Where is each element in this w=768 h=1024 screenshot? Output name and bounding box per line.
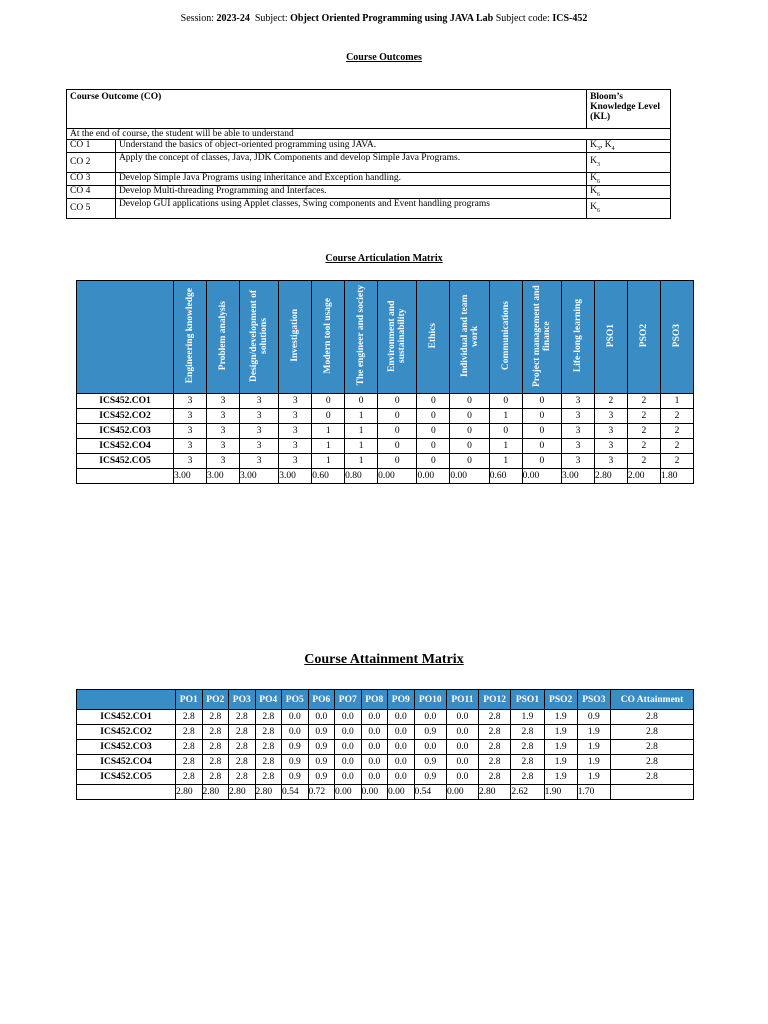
table-cell: 0 bbox=[312, 409, 345, 424]
table-cell: 2.8 bbox=[478, 770, 511, 785]
table-cell: 0.9 bbox=[282, 740, 309, 755]
table-cell: 3 bbox=[561, 454, 594, 469]
table-row bbox=[77, 424, 694, 439]
table-cell: 2.8 bbox=[478, 710, 511, 725]
average-cell: 3.00 bbox=[239, 469, 278, 484]
average-cell: 0.00 bbox=[522, 469, 561, 484]
table-cell: 3 bbox=[279, 439, 312, 454]
table-cell: 3 bbox=[174, 409, 207, 424]
co-description: Develop GUI applications using Applet classes, Swing components and Event handling programs bbox=[115, 198, 586, 218]
table-row bbox=[77, 439, 694, 454]
co-description: Develop Multi-threading Programming and Interfaces. bbox=[115, 185, 586, 198]
average-cell: 3.00 bbox=[279, 469, 312, 484]
column-header: PSO3 bbox=[577, 690, 610, 710]
column-header: PO10 bbox=[414, 690, 447, 710]
table-cell: 0 bbox=[450, 424, 489, 439]
average-cell: 2.80 bbox=[255, 785, 282, 800]
table-cell: 0 bbox=[417, 454, 450, 469]
co-column-header: Course Outcome (CO) bbox=[67, 90, 587, 129]
table-cell: 0 bbox=[417, 424, 450, 439]
table-cell: 1 bbox=[489, 439, 522, 454]
average-cell: 0.80 bbox=[345, 469, 378, 484]
corner-cell bbox=[77, 281, 174, 394]
average-cell: 0.54 bbox=[414, 785, 447, 800]
average-cell: 0.00 bbox=[450, 469, 489, 484]
table-cell: 0.0 bbox=[388, 740, 415, 755]
average-cell: 0.60 bbox=[489, 469, 522, 484]
co-id: CO 4 bbox=[67, 185, 116, 198]
co-id: CO 1 bbox=[67, 140, 116, 153]
average-row bbox=[77, 469, 694, 484]
table-cell: 0 bbox=[312, 394, 345, 409]
table-cell: 0.0 bbox=[388, 710, 415, 725]
table-row bbox=[77, 710, 694, 725]
table-cell: 1 bbox=[312, 454, 345, 469]
table-row bbox=[77, 454, 694, 469]
column-header: PO6 bbox=[308, 690, 335, 710]
row-label: ICS452.CO1 bbox=[77, 394, 174, 409]
table-cell: 2 bbox=[627, 424, 660, 439]
column-header: PSO1 bbox=[511, 690, 544, 710]
column-header: PO3 bbox=[229, 690, 256, 710]
average-cell: 2.80 bbox=[229, 785, 256, 800]
table-cell: 2.8 bbox=[255, 740, 282, 755]
table-cell: 0.0 bbox=[361, 740, 388, 755]
average-cell: 3.00 bbox=[206, 469, 239, 484]
table-cell: 0 bbox=[378, 394, 417, 409]
table-cell: 0.0 bbox=[388, 770, 415, 785]
average-cell: 0.54 bbox=[282, 785, 309, 800]
column-header bbox=[378, 281, 417, 394]
co-id: CO 3 bbox=[67, 172, 116, 185]
column-header: PO4 bbox=[255, 690, 282, 710]
header-row bbox=[77, 690, 694, 710]
column-header bbox=[489, 281, 522, 394]
table-cell: 0.0 bbox=[414, 710, 447, 725]
table-cell: 0.0 bbox=[388, 755, 415, 770]
table-cell: 3 bbox=[174, 439, 207, 454]
course-outcomes-table bbox=[66, 89, 671, 219]
table-cell: 2.8 bbox=[229, 725, 256, 740]
table-cell: 2.8 bbox=[478, 740, 511, 755]
table-cell: 0.0 bbox=[282, 710, 309, 725]
table-row bbox=[77, 740, 694, 755]
co-kl: $K_3$ bbox=[587, 152, 671, 172]
column-header bbox=[345, 281, 378, 394]
table-cell: 3 bbox=[174, 424, 207, 439]
table-cell: 2.8 bbox=[202, 725, 229, 740]
column-header-label: Life-long learning bbox=[572, 298, 583, 373]
column-header: PO8 bbox=[361, 690, 388, 710]
column-header-label: Communications bbox=[500, 300, 511, 371]
table-cell: 0 bbox=[522, 409, 561, 424]
row-label: ICS452.CO2 bbox=[77, 725, 176, 740]
table-cell: 1 bbox=[312, 439, 345, 454]
document-header bbox=[0, 13, 768, 24]
table-cell: 3 bbox=[239, 424, 278, 439]
table-cell: 2.8 bbox=[255, 770, 282, 785]
column-header: PO1 bbox=[176, 690, 203, 710]
average-label-cell bbox=[77, 785, 176, 800]
table-cell: 2 bbox=[627, 439, 660, 454]
table-cell: 0.0 bbox=[361, 725, 388, 740]
table-cell: 2 bbox=[660, 409, 693, 424]
table-row bbox=[77, 755, 694, 770]
articulation-matrix-title: Course Articulation Matrix bbox=[325, 253, 443, 264]
column-header-label: PSO3 bbox=[671, 323, 682, 348]
table-cell: 2.8 bbox=[202, 770, 229, 785]
co-description: Understand the basics of object-oriented programming using JAVA. bbox=[115, 140, 586, 153]
header-row bbox=[77, 281, 694, 394]
table-cell: 2 bbox=[627, 394, 660, 409]
table-cell: 0 bbox=[489, 394, 522, 409]
table-cell: 0.9 bbox=[308, 725, 335, 740]
table-cell: 0.9 bbox=[414, 770, 447, 785]
table-cell: 0 bbox=[378, 424, 417, 439]
session-label: Session: bbox=[180, 13, 214, 24]
column-header-label: Engineering knowledge bbox=[184, 287, 195, 384]
table-cell: 0 bbox=[417, 394, 450, 409]
kl-column-header: Bloom’s Knowledge Level (KL) bbox=[587, 90, 671, 129]
table-cell: 0 bbox=[450, 439, 489, 454]
average-cell: 3.00 bbox=[561, 469, 594, 484]
table-cell: 2.8 bbox=[511, 770, 544, 785]
table-cell: 1.9 bbox=[544, 740, 577, 755]
column-header: PO9 bbox=[388, 690, 415, 710]
course-outcomes-title: Course Outcomes bbox=[346, 52, 422, 63]
table-cell: 3 bbox=[279, 394, 312, 409]
table-cell: 2.8 bbox=[255, 755, 282, 770]
table-cell: 0.0 bbox=[335, 710, 362, 725]
column-header-label: Modern tool usage bbox=[323, 297, 334, 374]
table-cell: 0 bbox=[450, 394, 489, 409]
table-cell: 3 bbox=[561, 394, 594, 409]
average-cell: 0.00 bbox=[378, 469, 417, 484]
row-label: ICS452.CO5 bbox=[77, 454, 174, 469]
co-id: CO 2 bbox=[67, 152, 116, 172]
table-cell: 0 bbox=[522, 439, 561, 454]
table-cell: 1.9 bbox=[544, 755, 577, 770]
table-cell: 0.0 bbox=[447, 725, 479, 740]
table-cell: 3 bbox=[279, 409, 312, 424]
table-cell: 3 bbox=[594, 454, 627, 469]
table-cell: 0 bbox=[378, 409, 417, 424]
table-cell: 0.0 bbox=[447, 740, 479, 755]
table-cell: 1 bbox=[345, 439, 378, 454]
table-cell: 0.0 bbox=[335, 725, 362, 740]
table-cell: 0 bbox=[489, 424, 522, 439]
table-cell: 2.8 bbox=[176, 710, 203, 725]
table-cell: 2.8 bbox=[511, 725, 544, 740]
table-cell: 3 bbox=[206, 439, 239, 454]
average-cell: 0.00 bbox=[335, 785, 362, 800]
table-cell: 0.0 bbox=[361, 755, 388, 770]
column-header: PO11 bbox=[447, 690, 479, 710]
column-header: PO2 bbox=[202, 690, 229, 710]
average-cell bbox=[610, 785, 693, 800]
table-cell: 0.0 bbox=[447, 710, 479, 725]
table-cell: 0.0 bbox=[335, 770, 362, 785]
table-cell: 0.0 bbox=[335, 755, 362, 770]
table-cell: 0 bbox=[417, 409, 450, 424]
co-kl: $K_6$ bbox=[587, 172, 671, 185]
table-cell: 0 bbox=[378, 439, 417, 454]
table-cell: 2 bbox=[627, 409, 660, 424]
table-row bbox=[77, 394, 694, 409]
table-row bbox=[77, 725, 694, 740]
column-header-label: PSO2 bbox=[638, 323, 649, 348]
row-label: ICS452.CO4 bbox=[77, 755, 176, 770]
table-row bbox=[77, 770, 694, 785]
table-cell: 1.9 bbox=[577, 755, 610, 770]
table-cell: 0.0 bbox=[447, 755, 479, 770]
column-header-label: Environment and sustainability bbox=[387, 299, 408, 372]
average-cell: 2.80 bbox=[478, 785, 511, 800]
table-cell: 3 bbox=[174, 454, 207, 469]
table-cell: 0 bbox=[450, 454, 489, 469]
table-cell: 2.8 bbox=[610, 725, 693, 740]
table-row bbox=[77, 409, 694, 424]
table-cell: 0 bbox=[417, 439, 450, 454]
table-cell: 0.0 bbox=[335, 740, 362, 755]
average-cell: 1.70 bbox=[577, 785, 610, 800]
column-header bbox=[239, 281, 278, 394]
row-label: ICS452.CO3 bbox=[77, 424, 174, 439]
table-cell: 1.9 bbox=[577, 725, 610, 740]
table-cell: 0.0 bbox=[414, 740, 447, 755]
table-cell: 1.9 bbox=[511, 710, 544, 725]
table-cell: 3 bbox=[561, 424, 594, 439]
co-description: Develop Simple Java Programs using inheritance and Exception handling. bbox=[115, 172, 586, 185]
table-cell: 0.9 bbox=[308, 740, 335, 755]
table-cell: 0.9 bbox=[414, 725, 447, 740]
table-cell: 1.9 bbox=[544, 770, 577, 785]
column-header-label: Design/development of solutions bbox=[249, 289, 270, 382]
co-id: CO 5 bbox=[67, 198, 116, 218]
table-cell: 0.0 bbox=[282, 725, 309, 740]
table-cell: 2 bbox=[660, 439, 693, 454]
table-cell: 2.8 bbox=[176, 725, 203, 740]
table-cell: 3 bbox=[561, 439, 594, 454]
table-cell: 2.8 bbox=[229, 770, 256, 785]
column-header bbox=[417, 281, 450, 394]
table-cell: 1 bbox=[489, 454, 522, 469]
average-cell: 2.00 bbox=[627, 469, 660, 484]
table-cell: 3 bbox=[594, 409, 627, 424]
average-cell: 0.00 bbox=[447, 785, 479, 800]
table-cell: 2.8 bbox=[202, 740, 229, 755]
articulation-matrix-table bbox=[76, 280, 694, 484]
column-header: PSO2 bbox=[544, 690, 577, 710]
table-cell: 0.9 bbox=[577, 710, 610, 725]
table-cell: 3 bbox=[206, 454, 239, 469]
row-label: ICS452.CO3 bbox=[77, 740, 176, 755]
table-cell: 3 bbox=[239, 439, 278, 454]
average-cell: 2.80 bbox=[594, 469, 627, 484]
row-label: ICS452.CO5 bbox=[77, 770, 176, 785]
attainment-matrix-title: Course Attainment Matrix bbox=[304, 652, 464, 667]
table-cell: 3 bbox=[239, 394, 278, 409]
table-cell: 0 bbox=[450, 409, 489, 424]
table-cell: 0.9 bbox=[414, 755, 447, 770]
table-cell: 3 bbox=[206, 394, 239, 409]
average-cell: 1.90 bbox=[544, 785, 577, 800]
table-cell: 0.9 bbox=[308, 755, 335, 770]
average-cell: 2.80 bbox=[202, 785, 229, 800]
average-cell: 1.80 bbox=[660, 469, 693, 484]
column-header: PO7 bbox=[335, 690, 362, 710]
column-header-label: Problem analysis bbox=[217, 300, 228, 371]
table-cell: 2.8 bbox=[176, 755, 203, 770]
column-header bbox=[522, 281, 561, 394]
table-cell: 1 bbox=[345, 454, 378, 469]
table-cell: 3 bbox=[279, 454, 312, 469]
table-cell: 2.8 bbox=[478, 755, 511, 770]
table-cell: 2.8 bbox=[229, 740, 256, 755]
table-cell: 2.8 bbox=[478, 725, 511, 740]
column-header-label: Individual and team work bbox=[459, 294, 480, 377]
column-header bbox=[206, 281, 239, 394]
table-cell: 0.9 bbox=[282, 770, 309, 785]
row-label: ICS452.CO4 bbox=[77, 439, 174, 454]
row-label: ICS452.CO1 bbox=[77, 710, 176, 725]
column-header: PO5 bbox=[282, 690, 309, 710]
table-cell: 1.9 bbox=[577, 740, 610, 755]
table-cell: 2.8 bbox=[229, 755, 256, 770]
table-cell: 1 bbox=[489, 409, 522, 424]
average-cell: 3.00 bbox=[174, 469, 207, 484]
average-cell: 0.60 bbox=[312, 469, 345, 484]
table-cell: 2 bbox=[594, 394, 627, 409]
average-cell: 0.00 bbox=[361, 785, 388, 800]
table-cell: 2.8 bbox=[176, 770, 203, 785]
table-cell: 2.8 bbox=[255, 710, 282, 725]
co-kl: $K_6$ bbox=[587, 198, 671, 218]
column-header: PO12 bbox=[478, 690, 511, 710]
table-cell: 0 bbox=[522, 394, 561, 409]
table-cell: 0.9 bbox=[282, 755, 309, 770]
co-intro: At the end of course, the student will be able to understand bbox=[67, 129, 671, 140]
table-cell: 2.8 bbox=[229, 710, 256, 725]
table-cell: 0 bbox=[378, 454, 417, 469]
table-cell: 0.9 bbox=[308, 770, 335, 785]
table-cell: 3 bbox=[206, 424, 239, 439]
column-header-label: Ethics bbox=[428, 322, 439, 349]
column-header-label: Project management and finance bbox=[531, 284, 552, 387]
table-cell: 2.8 bbox=[202, 755, 229, 770]
table-cell: 3 bbox=[174, 394, 207, 409]
table-cell: 0.0 bbox=[361, 710, 388, 725]
code-value: ICS-452 bbox=[552, 13, 588, 24]
table-cell: 3 bbox=[239, 409, 278, 424]
average-cell: 0.72 bbox=[308, 785, 335, 800]
column-header-label: Investigation bbox=[290, 309, 301, 362]
column-header bbox=[561, 281, 594, 394]
column-header bbox=[174, 281, 207, 394]
average-cell: 2.62 bbox=[511, 785, 544, 800]
table-cell: 1 bbox=[312, 424, 345, 439]
attainment-matrix-table bbox=[76, 689, 694, 800]
co-description: Apply the concept of classes, Java, JDK Components and develop Simple Java Programs. bbox=[115, 152, 586, 172]
table-cell: 2.8 bbox=[511, 740, 544, 755]
table-cell: 2.8 bbox=[610, 770, 693, 785]
table-cell: 2.8 bbox=[202, 710, 229, 725]
table-cell: 2.8 bbox=[610, 755, 693, 770]
column-header bbox=[279, 281, 312, 394]
table-cell: 3 bbox=[594, 424, 627, 439]
subject-value: Object Oriented Programming using JAVA Lab bbox=[290, 13, 494, 24]
table-cell: 1 bbox=[345, 409, 378, 424]
average-cell: 2.80 bbox=[176, 785, 203, 800]
table-cell: 1 bbox=[345, 424, 378, 439]
table-cell: 2 bbox=[627, 454, 660, 469]
table-cell: 3 bbox=[279, 424, 312, 439]
column-header bbox=[450, 281, 489, 394]
row-label: ICS452.CO2 bbox=[77, 409, 174, 424]
column-header bbox=[312, 281, 345, 394]
table-cell: 1.9 bbox=[544, 725, 577, 740]
column-header-label: PSO1 bbox=[605, 323, 616, 348]
average-cell: 0.00 bbox=[388, 785, 415, 800]
table-cell: 3 bbox=[206, 409, 239, 424]
table-cell: 0 bbox=[522, 454, 561, 469]
table-cell: 2 bbox=[660, 424, 693, 439]
average-cell: 0.00 bbox=[417, 469, 450, 484]
corner-cell bbox=[77, 690, 176, 710]
table-cell: 0.0 bbox=[388, 725, 415, 740]
table-cell: 3 bbox=[239, 454, 278, 469]
table-cell: 3 bbox=[594, 439, 627, 454]
table-cell: 1.9 bbox=[544, 710, 577, 725]
table-cell: 2.8 bbox=[610, 710, 693, 725]
session-value: 2023-24 bbox=[216, 13, 250, 24]
column-header bbox=[594, 281, 627, 394]
table-cell: 0.0 bbox=[361, 770, 388, 785]
column-header bbox=[660, 281, 693, 394]
co-kl: $K_6$ bbox=[587, 185, 671, 198]
table-cell: 0.0 bbox=[308, 710, 335, 725]
column-header: CO Attainment bbox=[610, 690, 693, 710]
table-cell: 2 bbox=[660, 454, 693, 469]
average-label-cell bbox=[77, 469, 174, 484]
co-kl: $K_3$, $K_4$ bbox=[587, 140, 671, 153]
column-header bbox=[627, 281, 660, 394]
code-label: Subject code: bbox=[495, 13, 550, 24]
table-cell: 2.8 bbox=[176, 740, 203, 755]
table-cell: 2.8 bbox=[255, 725, 282, 740]
table-cell: 0 bbox=[522, 424, 561, 439]
average-row bbox=[77, 785, 694, 800]
table-cell: 3 bbox=[561, 409, 594, 424]
table-cell: 2.8 bbox=[511, 755, 544, 770]
table-cell: 0 bbox=[345, 394, 378, 409]
subject-label: Subject: bbox=[254, 13, 288, 24]
table-cell: 1.9 bbox=[577, 770, 610, 785]
column-header-label: The engineer and society bbox=[356, 285, 367, 386]
table-cell: 2.8 bbox=[610, 740, 693, 755]
table-cell: 0.0 bbox=[447, 770, 479, 785]
table-cell: 1 bbox=[660, 394, 693, 409]
